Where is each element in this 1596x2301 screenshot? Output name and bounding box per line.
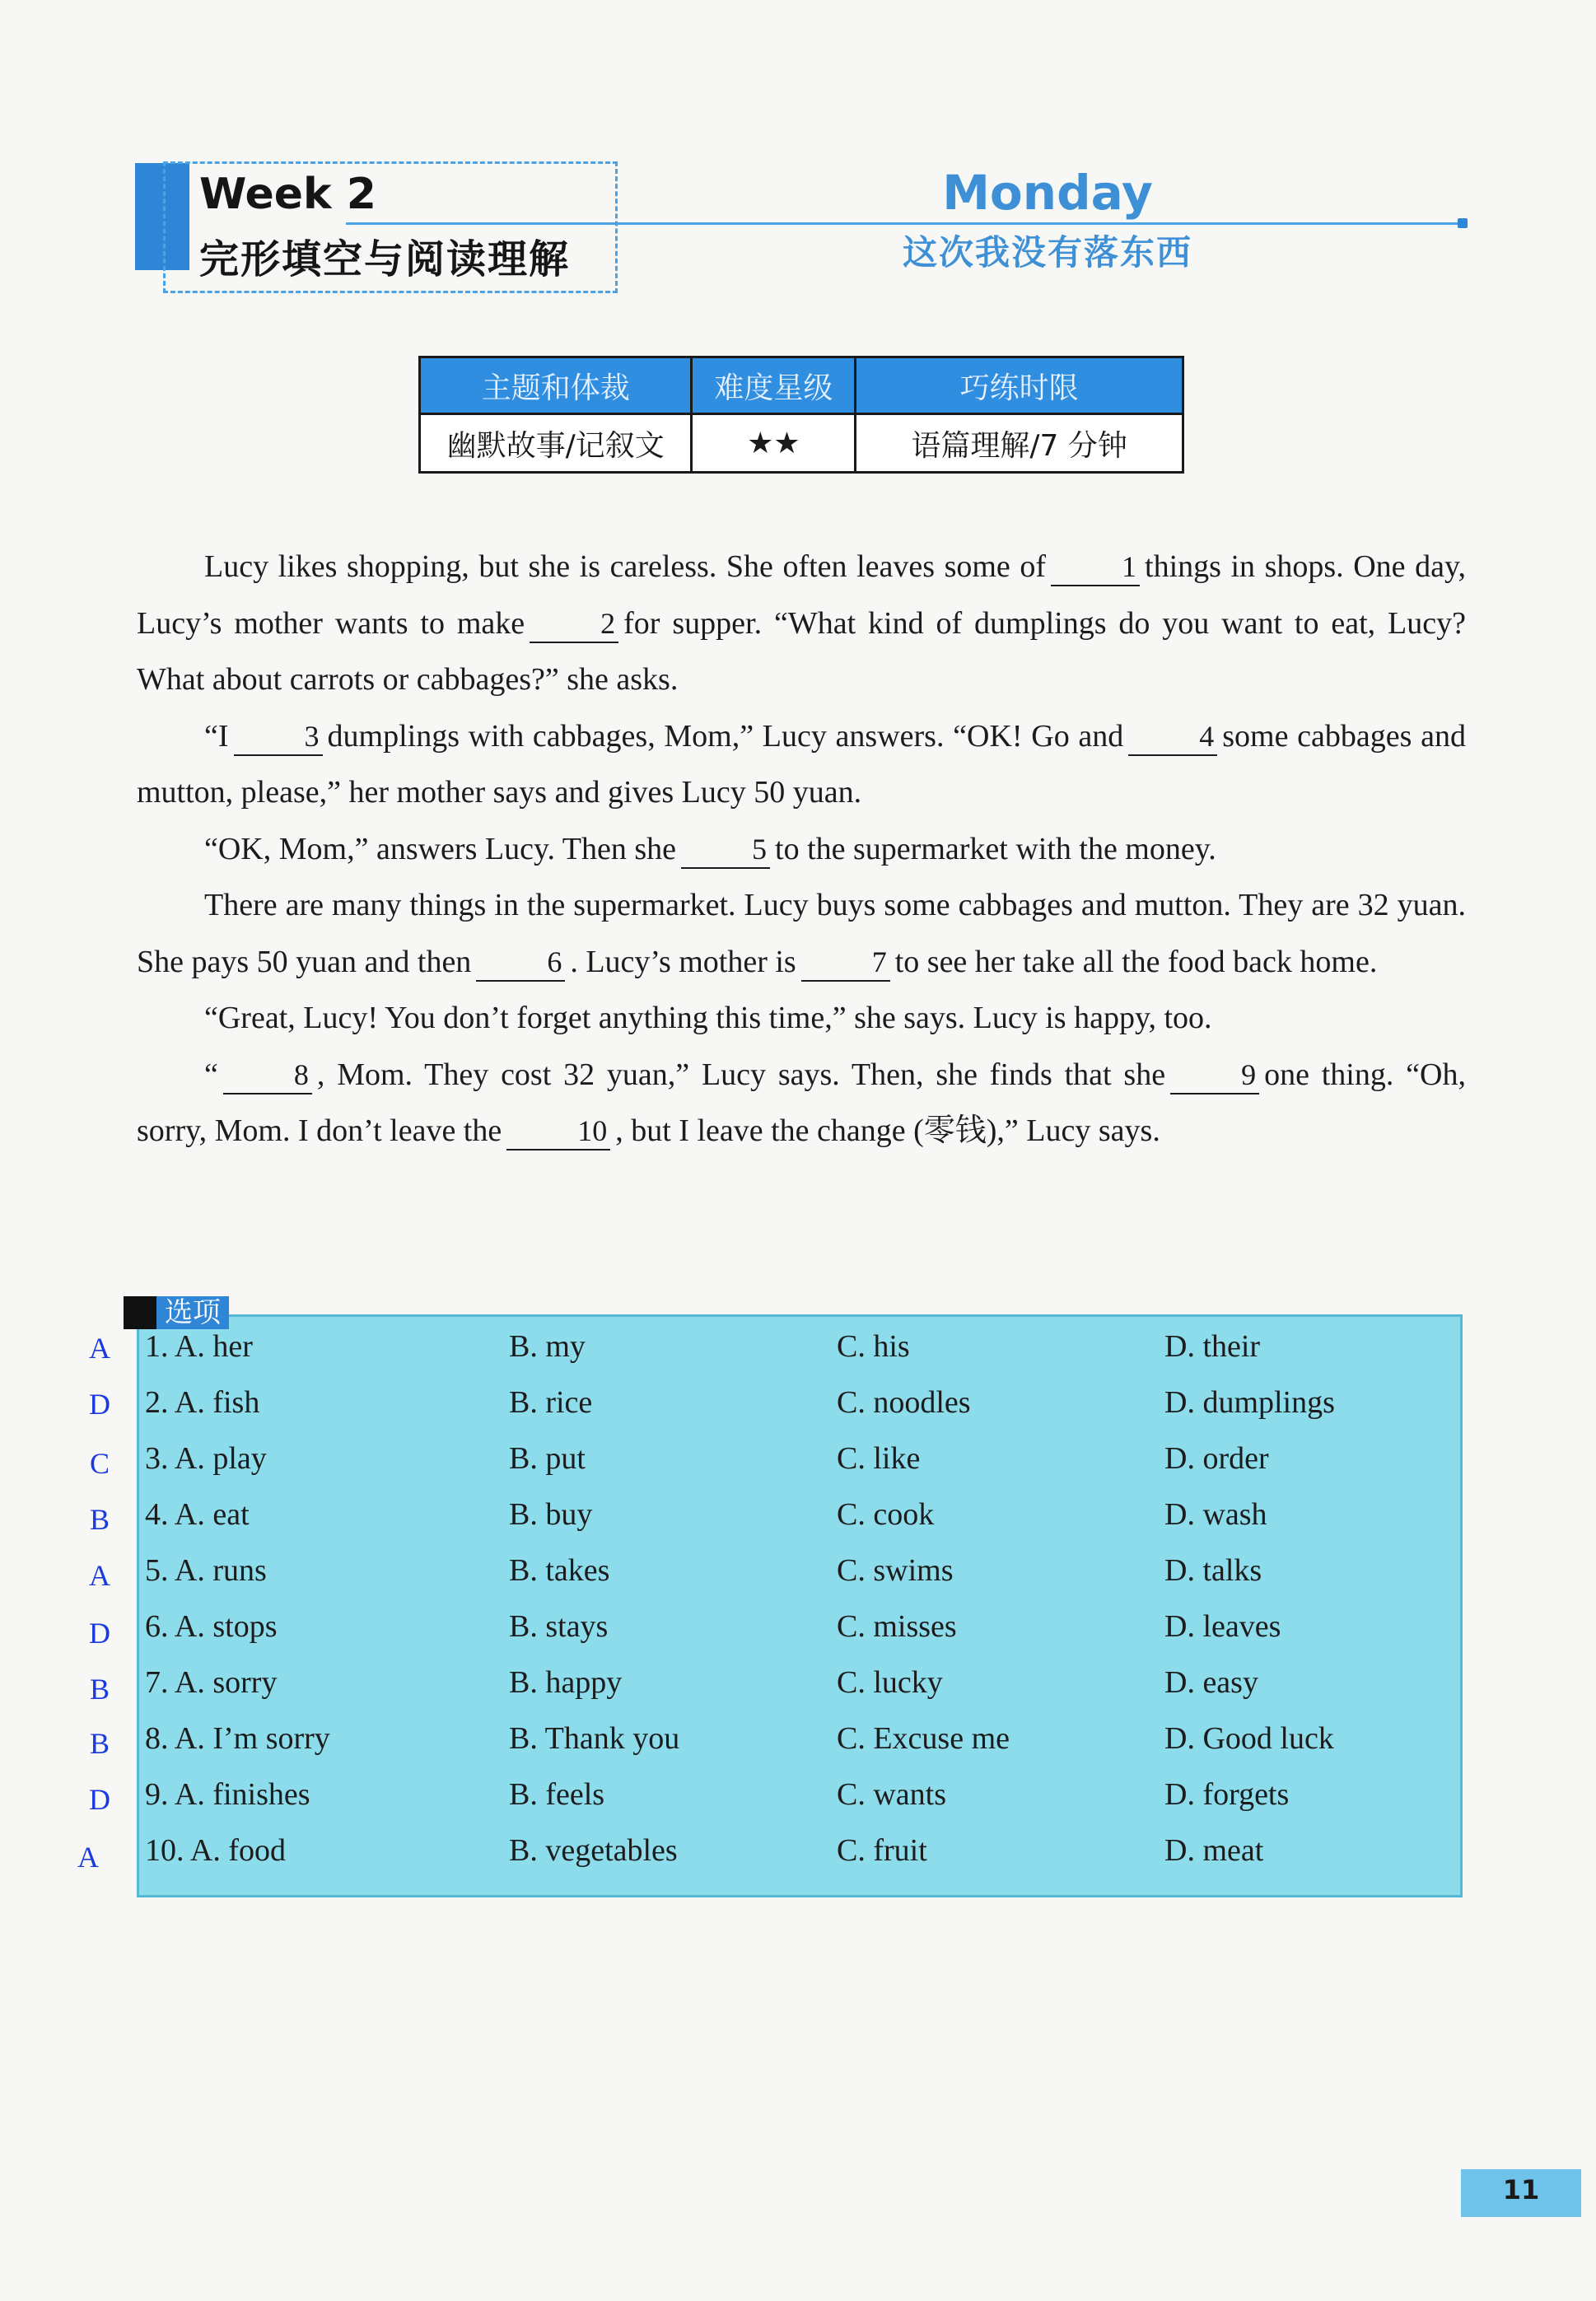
day-title: Monday (942, 165, 1153, 221)
option-row-6 (145, 1599, 1463, 1654)
option-c[interactable]: C. swims (837, 1553, 954, 1588)
info-table (418, 356, 1184, 474)
option-row-2 (145, 1375, 1463, 1430)
option-b[interactable]: B. stays (509, 1609, 609, 1644)
option-a[interactable]: 7. A. sorry (145, 1665, 278, 1700)
blank-7[interactable]: 7 (801, 944, 890, 982)
paragraph-6 (137, 1047, 1466, 1160)
option-a[interactable]: 4. A. eat (145, 1497, 250, 1532)
paragraph-3 (137, 821, 1466, 878)
handwritten-answer: D (89, 1783, 110, 1816)
passage-text: “I (204, 718, 229, 754)
option-d[interactable]: D. Good luck (1164, 1721, 1334, 1756)
story-title: 这次我没有落东西 (902, 232, 1192, 273)
option-c[interactable]: C. wants (837, 1777, 946, 1812)
info-header-topic: 主题和体裁 (420, 357, 692, 414)
passage-text: to the supermarket with the money. (775, 831, 1216, 866)
handwritten-answer: A (89, 1559, 110, 1592)
handwritten-answer: B (89, 1727, 110, 1760)
passage-text: things in shops. One day, Lucy’s mother wants to make (137, 549, 1466, 641)
option-row-3 (145, 1431, 1463, 1486)
passage (137, 539, 1466, 1160)
blank-5[interactable]: 5 (681, 831, 770, 869)
option-a[interactable]: 10. A. food (145, 1833, 286, 1868)
blank-6[interactable]: 6 (476, 944, 565, 982)
info-value-topic: 幽默故事/记叙文 (420, 414, 692, 473)
passage-text: “ (204, 1057, 218, 1092)
passage-text: to see her take all the food back home. (894, 944, 1378, 979)
option-row-5 (145, 1543, 1463, 1598)
option-row-7 (145, 1655, 1463, 1710)
handwritten-answer: B (89, 1673, 110, 1706)
option-a[interactable]: 6. A. stops (145, 1609, 278, 1644)
option-c[interactable]: C. lucky (837, 1665, 943, 1700)
passage-text: dumplings with cabbages, Mom,” Lucy answers. “OK! Go and (327, 718, 1124, 754)
option-d[interactable]: D. dumplings (1164, 1385, 1335, 1420)
paragraph-4 (137, 877, 1466, 990)
passage-text: . Lucy’s mother is (570, 944, 796, 979)
passage-text: some cabbages and mutton, please,” her mother says and gives Lucy 50 yuan. (137, 718, 1466, 810)
option-a[interactable]: 8. A. I’m sorry (145, 1721, 330, 1756)
blank-9[interactable]: 9 (1170, 1057, 1259, 1094)
option-b[interactable]: B. Thank you (509, 1721, 680, 1756)
option-row-10 (145, 1823, 1463, 1878)
option-b[interactable]: B. vegetables (509, 1833, 678, 1868)
paragraph-5 (137, 990, 1466, 1047)
header-divider-dot (1458, 218, 1468, 228)
option-row-8 (145, 1711, 1463, 1766)
options-label-text: 选项 (156, 1296, 229, 1329)
option-d[interactable]: D. meat (1164, 1833, 1264, 1868)
option-a[interactable]: 1. A. her (145, 1329, 253, 1364)
blank-1[interactable]: 1 (1051, 548, 1140, 586)
option-d[interactable]: D. order (1164, 1441, 1269, 1476)
option-b[interactable]: B. buy (509, 1497, 593, 1532)
info-header-difficulty: 难度星级 (692, 357, 856, 414)
option-c[interactable]: C. cook (837, 1497, 935, 1532)
option-d[interactable]: D. easy (1164, 1665, 1258, 1700)
info-value-difficulty: ★★ (692, 414, 856, 473)
blank-4[interactable]: 4 (1128, 718, 1217, 756)
option-c[interactable]: C. Excuse me (837, 1721, 1010, 1756)
passage-text: , but I leave the change (零钱),” Lucy says. (615, 1113, 1160, 1148)
handwritten-answer: D (89, 1388, 110, 1421)
info-table-value-row (420, 414, 1183, 473)
header-divider (346, 222, 1463, 225)
option-row-4 (145, 1487, 1463, 1542)
option-d[interactable]: D. wash (1164, 1497, 1267, 1532)
section-title: 完形填空与阅读理解 (199, 236, 571, 282)
option-b[interactable]: B. my (509, 1329, 586, 1364)
passage-text: , Mom. They cost 32 yuan,” Lucy says. Then, she finds that she (316, 1057, 1166, 1092)
option-c[interactable]: C. like (837, 1441, 921, 1476)
handwritten-answer: A (77, 1841, 99, 1874)
option-d[interactable]: D. forgets (1164, 1777, 1290, 1812)
option-d[interactable]: D. talks (1164, 1553, 1262, 1588)
handwritten-answer: B (89, 1503, 110, 1536)
option-b[interactable]: B. takes (509, 1553, 610, 1588)
passage-text: Lucy likes shopping, but she is careless. She often leaves some of (204, 549, 1047, 584)
passage-text: There are many things in the supermarket. Lucy buys some cabbages and mutton. They are 32 yuan. She pays 50 yuan and then (137, 888, 1466, 979)
option-c[interactable]: C. misses (837, 1609, 957, 1644)
option-b[interactable]: B. happy (509, 1665, 623, 1700)
passage-text: for supper. “What kind of dumplings do you want to eat, Lucy? What about carrots or cabbages?” she asks. (137, 605, 1467, 697)
option-d[interactable]: D. leaves (1164, 1609, 1281, 1644)
info-header-time: 巧练时限 (856, 357, 1183, 414)
passage-text: “Great, Lucy! You don’t forget anything this time,” she says. Lucy is happy, too. (204, 1001, 1212, 1035)
option-a[interactable]: 9. A. finishes (145, 1777, 310, 1812)
option-c[interactable]: C. noodles (837, 1385, 971, 1420)
blank-3[interactable]: 3 (234, 718, 323, 756)
option-c[interactable]: C. his (837, 1329, 910, 1364)
blank-10[interactable]: 10 (506, 1113, 610, 1150)
option-a[interactable]: 5. A. runs (145, 1553, 267, 1588)
blank-8[interactable]: 8 (223, 1057, 312, 1094)
handwritten-answer: C (89, 1447, 110, 1480)
passage-text: “OK, Mom,” answers Lucy. Then she (204, 831, 677, 866)
option-c[interactable]: C. fruit (837, 1833, 927, 1868)
paragraph-1 (137, 539, 1466, 708)
passage-text: one thing. “Oh, sorry, Mom. I don’t leave the (137, 1057, 1466, 1148)
option-row-9 (145, 1767, 1463, 1822)
option-d[interactable]: D. their (1164, 1329, 1261, 1364)
option-a[interactable]: 2. A. fish (145, 1385, 260, 1420)
option-row-1 (145, 1319, 1463, 1374)
option-b[interactable]: B. rice (509, 1385, 593, 1420)
info-table-header-row (420, 357, 1183, 414)
option-b[interactable]: B. put (509, 1441, 586, 1476)
info-value-time: 语篇理解/7 分钟 (856, 414, 1183, 473)
option-b[interactable]: B. feels (509, 1777, 605, 1812)
option-a[interactable]: 3. A. play (145, 1441, 267, 1476)
blank-2[interactable]: 2 (530, 605, 618, 643)
page-number: 11 (1502, 2174, 1540, 2205)
handwritten-answer: D (89, 1617, 110, 1650)
week-title: Week 2 (199, 170, 376, 219)
paragraph-2 (137, 708, 1466, 821)
handwritten-answer: A (89, 1332, 110, 1365)
